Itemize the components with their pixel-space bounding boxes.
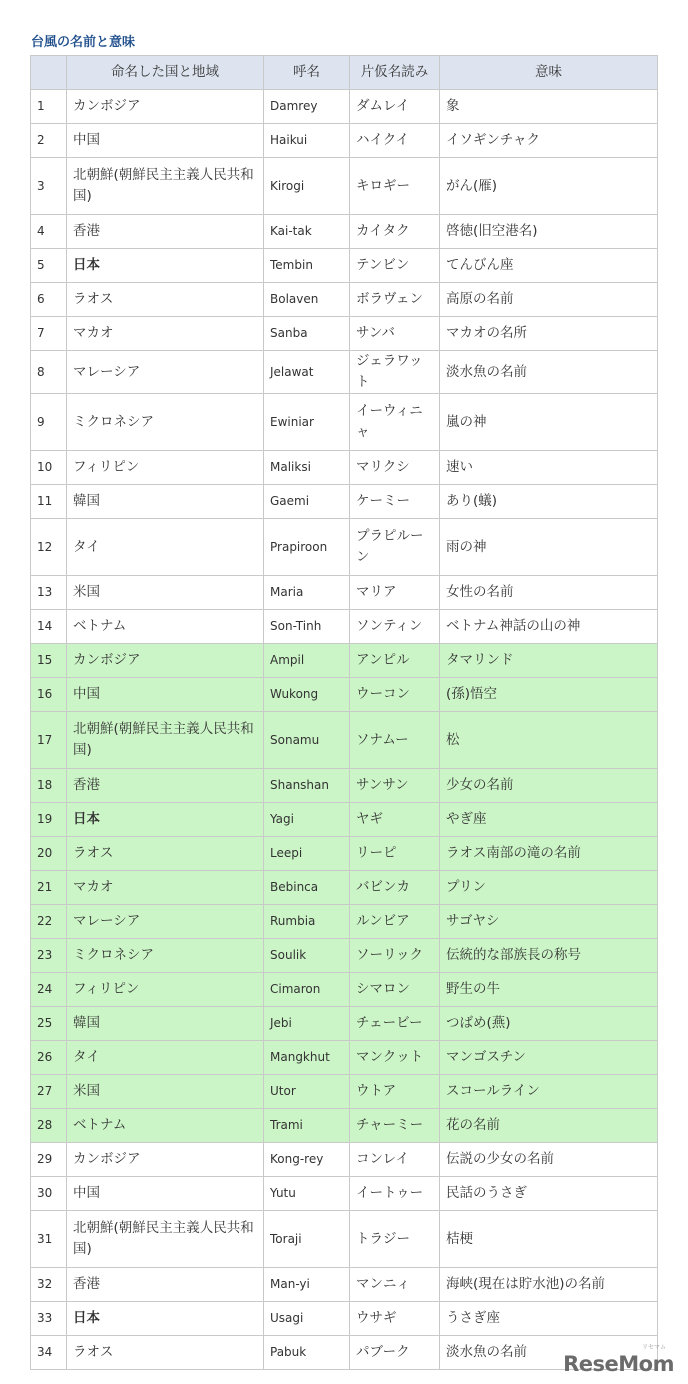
cell-number: 32 xyxy=(31,1268,67,1302)
cell-meaning: うさぎ座 xyxy=(440,1302,658,1336)
cell-country: ベトナム xyxy=(67,1109,264,1143)
cell-meaning: 雨の神 xyxy=(440,519,658,576)
header-kana: 片仮名読み xyxy=(350,56,440,90)
cell-country: フィリピン xyxy=(67,973,264,1007)
cell-kana: パブーク xyxy=(350,1336,440,1370)
cell-country: 中国 xyxy=(67,1177,264,1211)
cell-country: タイ xyxy=(67,1041,264,1075)
table-row xyxy=(31,871,658,905)
cell-name: Pabuk xyxy=(264,1336,350,1370)
table-row xyxy=(31,90,658,124)
table-row xyxy=(31,1041,658,1075)
cell-country: 日本 xyxy=(67,803,264,837)
cell-name: Jebi xyxy=(264,1007,350,1041)
table-row xyxy=(31,283,658,317)
cell-kana: ボラヴェン xyxy=(350,283,440,317)
cell-name: Utor xyxy=(264,1075,350,1109)
cell-meaning: マンゴスチン xyxy=(440,1041,658,1075)
cell-meaning: 花の名前 xyxy=(440,1109,658,1143)
cell-meaning: 野生の牛 xyxy=(440,973,658,1007)
table-row xyxy=(31,905,658,939)
cell-name: Mangkhut xyxy=(264,1041,350,1075)
cell-number: 16 xyxy=(31,678,67,712)
table-row xyxy=(31,485,658,519)
cell-name: Soulik xyxy=(264,939,350,973)
cell-meaning: サゴヤシ xyxy=(440,905,658,939)
cell-number: 11 xyxy=(31,485,67,519)
table-row xyxy=(31,678,658,712)
cell-country: ラオス xyxy=(67,837,264,871)
cell-country: 北朝鮮(朝鮮民主主義人民共和国) xyxy=(67,712,264,769)
cell-country: 米国 xyxy=(67,1075,264,1109)
cell-name: Maria xyxy=(264,576,350,610)
cell-number: 22 xyxy=(31,905,67,939)
cell-meaning: ベトナム神話の山の神 xyxy=(440,610,658,644)
cell-country: ベトナム xyxy=(67,610,264,644)
cell-country: マレーシア xyxy=(67,905,264,939)
table-row xyxy=(31,973,658,1007)
cell-country: ラオス xyxy=(67,283,264,317)
cell-country: 北朝鮮(朝鮮民主主義人民共和国) xyxy=(67,1211,264,1268)
table-row xyxy=(31,351,658,394)
cell-kana: リーピ xyxy=(350,837,440,871)
header-name: 呼名 xyxy=(264,56,350,90)
cell-country: 香港 xyxy=(67,1268,264,1302)
cell-kana: チェービー xyxy=(350,1007,440,1041)
cell-meaning: つばめ(燕) xyxy=(440,1007,658,1041)
cell-number: 4 xyxy=(31,215,67,249)
resemom-logo: ReseMom xyxy=(563,1352,674,1376)
cell-number: 12 xyxy=(31,519,67,576)
cell-number: 17 xyxy=(31,712,67,769)
cell-kana: マリア xyxy=(350,576,440,610)
cell-name: Maliksi xyxy=(264,451,350,485)
cell-meaning: マカオの名所 xyxy=(440,317,658,351)
table-body xyxy=(31,90,658,1370)
table-row xyxy=(31,769,658,803)
table-row xyxy=(31,1075,658,1109)
cell-meaning: 民話のうさぎ xyxy=(440,1177,658,1211)
table-row xyxy=(31,451,658,485)
cell-number: 14 xyxy=(31,610,67,644)
cell-name: Sonamu xyxy=(264,712,350,769)
table-row xyxy=(31,610,658,644)
cell-country: マカオ xyxy=(67,871,264,905)
table-row xyxy=(31,837,658,871)
cell-meaning: プリン xyxy=(440,871,658,905)
cell-kana: マリクシ xyxy=(350,451,440,485)
header-country: 命名した国と地域 xyxy=(67,56,264,90)
cell-meaning: (孫)悟空 xyxy=(440,678,658,712)
cell-country: 中国 xyxy=(67,678,264,712)
cell-meaning: やぎ座 xyxy=(440,803,658,837)
table-row xyxy=(31,939,658,973)
table-row xyxy=(31,576,658,610)
cell-name: Usagi xyxy=(264,1302,350,1336)
cell-name: Jelawat xyxy=(264,351,350,394)
cell-name: Ewiniar xyxy=(264,394,350,451)
cell-kana: バビンカ xyxy=(350,871,440,905)
cell-kana: ダムレイ xyxy=(350,90,440,124)
cell-kana: イートゥー xyxy=(350,1177,440,1211)
cell-kana: ハイクイ xyxy=(350,124,440,158)
cell-country: カンボジア xyxy=(67,644,264,678)
table-row xyxy=(31,1143,658,1177)
cell-meaning: 海峡(現在は貯水池)の名前 xyxy=(440,1268,658,1302)
cell-country: ラオス xyxy=(67,1336,264,1370)
cell-country: 日本 xyxy=(67,249,264,283)
cell-name: Damrey xyxy=(264,90,350,124)
cell-name: Kong-rey xyxy=(264,1143,350,1177)
cell-country: カンボジア xyxy=(67,1143,264,1177)
cell-number: 7 xyxy=(31,317,67,351)
cell-meaning: 女性の名前 xyxy=(440,576,658,610)
cell-country: ミクロネシア xyxy=(67,939,264,973)
cell-number: 18 xyxy=(31,769,67,803)
cell-meaning: 伝統的な部族長の称号 xyxy=(440,939,658,973)
cell-kana: イーウィニャ xyxy=(350,394,440,451)
cell-name: Shanshan xyxy=(264,769,350,803)
cell-meaning: 嵐の神 xyxy=(440,394,658,451)
cell-meaning: 桔梗 xyxy=(440,1211,658,1268)
cell-number: 8 xyxy=(31,351,67,394)
cell-number: 13 xyxy=(31,576,67,610)
cell-name: Leepi xyxy=(264,837,350,871)
cell-kana: キロギー xyxy=(350,158,440,215)
cell-meaning: あり(蟻) xyxy=(440,485,658,519)
cell-number: 24 xyxy=(31,973,67,1007)
cell-number: 19 xyxy=(31,803,67,837)
cell-number: 29 xyxy=(31,1143,67,1177)
cell-name: Wukong xyxy=(264,678,350,712)
cell-number: 23 xyxy=(31,939,67,973)
table-row xyxy=(31,1302,658,1336)
cell-name: Cimaron xyxy=(264,973,350,1007)
cell-name: Sanba xyxy=(264,317,350,351)
cell-meaning: 淡水魚の名前 xyxy=(440,351,658,394)
cell-country: 香港 xyxy=(67,215,264,249)
cell-name: Kai-tak xyxy=(264,215,350,249)
cell-name: Haikui xyxy=(264,124,350,158)
cell-number: 10 xyxy=(31,451,67,485)
typhoon-names-table xyxy=(30,55,658,1370)
cell-number: 9 xyxy=(31,394,67,451)
cell-number: 3 xyxy=(31,158,67,215)
cell-number: 25 xyxy=(31,1007,67,1041)
table-header xyxy=(31,56,658,90)
table-row xyxy=(31,215,658,249)
table-row xyxy=(31,644,658,678)
cell-meaning: 淡水魚の名前 xyxy=(440,1336,658,1370)
cell-kana: ルンビア xyxy=(350,905,440,939)
cell-meaning: 松 xyxy=(440,712,658,769)
cell-kana: カイタク xyxy=(350,215,440,249)
cell-meaning: 速い xyxy=(440,451,658,485)
cell-meaning: 高原の名前 xyxy=(440,283,658,317)
cell-kana: サンサン xyxy=(350,769,440,803)
cell-kana: プラピルーン xyxy=(350,519,440,576)
table-row xyxy=(31,158,658,215)
cell-country: マカオ xyxy=(67,317,264,351)
cell-number: 1 xyxy=(31,90,67,124)
cell-country: 香港 xyxy=(67,769,264,803)
cell-name: Rumbia xyxy=(264,905,350,939)
cell-number: 2 xyxy=(31,124,67,158)
cell-number: 28 xyxy=(31,1109,67,1143)
table-row xyxy=(31,317,658,351)
cell-number: 6 xyxy=(31,283,67,317)
cell-meaning: てんびん座 xyxy=(440,249,658,283)
cell-country: カンボジア xyxy=(67,90,264,124)
table-row xyxy=(31,1007,658,1041)
table-row xyxy=(31,1211,658,1268)
table-title: 台風の名前と意味 xyxy=(31,35,136,50)
cell-name: Yutu xyxy=(264,1177,350,1211)
cell-country: 韓国 xyxy=(67,1007,264,1041)
header-meaning: 意味 xyxy=(440,56,658,90)
cell-kana: チャーミー xyxy=(350,1109,440,1143)
cell-name: Prapiroon xyxy=(264,519,350,576)
cell-number: 20 xyxy=(31,837,67,871)
cell-number: 33 xyxy=(31,1302,67,1336)
cell-kana: ケーミー xyxy=(350,485,440,519)
cell-kana: ソーリック xyxy=(350,939,440,973)
cell-name: Trami xyxy=(264,1109,350,1143)
table-row xyxy=(31,1177,658,1211)
cell-kana: マンクット xyxy=(350,1041,440,1075)
cell-meaning: 伝説の少女の名前 xyxy=(440,1143,658,1177)
cell-meaning: ラオス南部の滝の名前 xyxy=(440,837,658,871)
cell-kana: サンバ xyxy=(350,317,440,351)
cell-name: Yagi xyxy=(264,803,350,837)
header-number xyxy=(31,56,67,90)
table-row xyxy=(31,519,658,576)
cell-meaning: 少女の名前 xyxy=(440,769,658,803)
cell-meaning: タマリンド xyxy=(440,644,658,678)
watermark-kana: リセマム xyxy=(642,1344,666,1351)
cell-number: 34 xyxy=(31,1336,67,1370)
cell-name: Bebinca xyxy=(264,871,350,905)
table-row xyxy=(31,124,658,158)
cell-number: 26 xyxy=(31,1041,67,1075)
table-row xyxy=(31,1109,658,1143)
cell-country: タイ xyxy=(67,519,264,576)
cell-country: 米国 xyxy=(67,576,264,610)
cell-name: Bolaven xyxy=(264,283,350,317)
cell-kana: ヤギ xyxy=(350,803,440,837)
cell-number: 15 xyxy=(31,644,67,678)
cell-number: 30 xyxy=(31,1177,67,1211)
cell-country: 韓国 xyxy=(67,485,264,519)
cell-name: Man-yi xyxy=(264,1268,350,1302)
cell-name: Tembin xyxy=(264,249,350,283)
cell-country: 中国 xyxy=(67,124,264,158)
cell-country: フィリピン xyxy=(67,451,264,485)
cell-country: マレーシア xyxy=(67,351,264,394)
cell-number: 31 xyxy=(31,1211,67,1268)
cell-meaning: 啓徳(旧空港名) xyxy=(440,215,658,249)
header-row xyxy=(31,56,658,90)
cell-kana: マンニィ xyxy=(350,1268,440,1302)
cell-kana: ウトア xyxy=(350,1075,440,1109)
cell-name: Son-Tinh xyxy=(264,610,350,644)
cell-kana: コンレイ xyxy=(350,1143,440,1177)
cell-number: 5 xyxy=(31,249,67,283)
cell-number: 21 xyxy=(31,871,67,905)
table-row xyxy=(31,712,658,769)
table-row xyxy=(31,249,658,283)
cell-kana: シマロン xyxy=(350,973,440,1007)
cell-name: Gaemi xyxy=(264,485,350,519)
cell-name: Kirogi xyxy=(264,158,350,215)
cell-kana: ソンティン xyxy=(350,610,440,644)
table-row xyxy=(31,1268,658,1302)
cell-name: Ampil xyxy=(264,644,350,678)
cell-kana: アンピル xyxy=(350,644,440,678)
cell-meaning: がん(雁) xyxy=(440,158,658,215)
cell-name: Toraji xyxy=(264,1211,350,1268)
cell-meaning: スコールライン xyxy=(440,1075,658,1109)
cell-country: 北朝鮮(朝鮮民主主義人民共和国) xyxy=(67,158,264,215)
cell-country: 日本 xyxy=(67,1302,264,1336)
table-row xyxy=(31,394,658,451)
cell-kana: テンビン xyxy=(350,249,440,283)
cell-meaning: イソギンチャク xyxy=(440,124,658,158)
cell-number: 27 xyxy=(31,1075,67,1109)
cell-kana: ソナムー xyxy=(350,712,440,769)
cell-kana: トラジー xyxy=(350,1211,440,1268)
cell-country: ミクロネシア xyxy=(67,394,264,451)
cell-meaning: 象 xyxy=(440,90,658,124)
cell-kana: ウサギ xyxy=(350,1302,440,1336)
cell-kana: ウーコン xyxy=(350,678,440,712)
cell-kana: ジェラワット xyxy=(350,351,440,394)
table-row xyxy=(31,803,658,837)
